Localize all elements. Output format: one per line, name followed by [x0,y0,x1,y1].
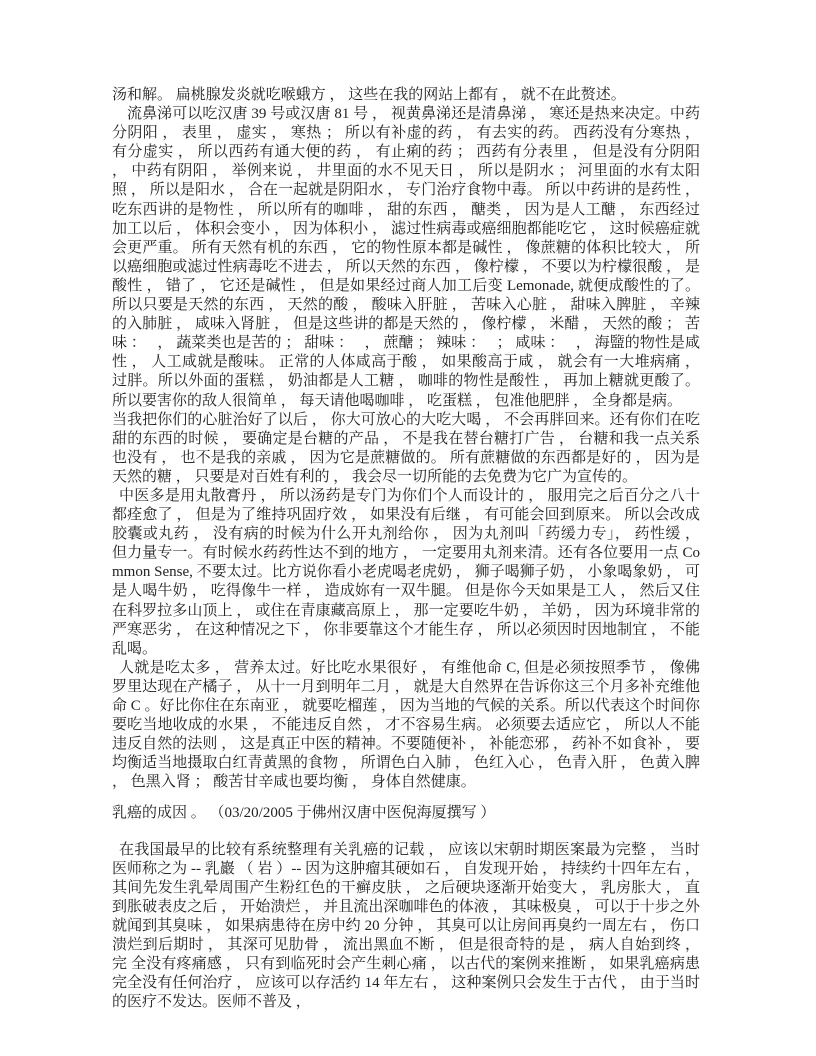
body-paragraph-heart-cured: 当我把你们的心脏治好了以后 ， 你大可放心的大吃大喝 ， 不会再胖回来。还有你们在吃甜的东西的时候 ， 要确定是台糖的产品 ， 不是我在替台糖打广告 ， 台糖和我一点关系也没有 ， 也不是我的亲戚 ， 因为它是蔗糖做的。 所有蔗糖做的东西都是好的 ， 因为是天然的糖 ， 只要是对百姓有利的 ， 我会尽一切所能的去免费为它广为宣传的。 [112,411,700,485]
body-paragraph-pills-common-sense: 中医多是用丸散膏丹 ， 所以汤药是专门为你们个人而设计的 ， 服用完之后百分之八十都痊愈了 ， 但是为了维持巩固疗效 ， 如果没有后继 ， 有可能会回到原来。 所以会改成胶囊或丸药 ， 没有病的时候为什么开丸剂给你 ， 因为丸剂叫「药缓力专」， 药性缓 ， 但力量专一。有时候水药药性达不到的地方 ， 一定要用丸剂来清。还有各位要用一点 Common Sense, 不要太过。比方说你看小老虎喝老虎奶 ， 狮子喝狮子奶 ， 小象喝象奶 ， 可是人喝牛奶 ， 吃得像牛一样 ， 造成妳有一双牛腿。 但是你今天如果是工人 ， 然后又住在科罗拉多山顶上 ， 或住在青康藏高原上 ， 那一定要吃牛奶 ， 羊奶 ， 因为环境非常的严寒恶劣 ， 在这种情况之下 ， 你非要靠这个才能生存 ， 所以必须因时因地制宜 ， 不能乱喝。 [112,487,704,657]
body-paragraph-song-dynasty-records: 在我国最早的比较有系统整理有关乳癌的记载 ， 应该以宋朝时期医案最为完整 ， 当时医师称之为 -- 乳巖 （ 岩 ）-- 因为这肿瘤其硬如石 ， 自发现开始 ， 持续约十四年左右 ， 其间先发生乳晕周围产生粉红色的干癣皮肤 ， 之后硬块逐渐开始变大 ， 乳房胀大 ， 直到胀破表皮之后 ， 开始溃烂 ， 并且流出深咖啡色的体液 ， 其味极臭 ， 可以于十步之外就闻到其臭味 ， 如果病患待在房中约 20 分钟 ， 其臭可以让房间再臭约一周左右 ， 伤口溃烂到后期时 ， 其深可见肋骨 ， 流出黑血不断 ， 但是很奇特的是 ， 病人自始到终 ， 完 全没有疼痛感 ， 只有到临死时会产生刺心痛 ， 以古代的案例来推断 ， 如果乳癌病患完全没有任何治疗 ， 应该可以存活约 14 年左右 ， 这种案例只会发生于古代 ， 由于当时的医疗不发达。医师不普及 ， [112,841,704,1011]
body-paragraph-continuation: 汤和解。 扁桃腺发炎就吃喉蛾方 ， 这些在我的网站上都有 ， 就不在此赘述。 [112,87,626,103]
body-paragraph-overeating-seasons: 人就是吃太多 ， 营养太过。好比吃水果很好 ， 有维他命 C, 但是必须按照季节 ， 像佛罗里达现在产橘子 ， 从十一月到明年二月 ， 就是大自然界在告诉你这三个月多补充维他命 C 。好比你住在东南亚 ， 就要吃榴莲 ， 因为当地的气候的关系。所以代表这个时间你要吃当地收成的水果 ， 不能违反自然 ， 才不容易生病。 必须要去适应它 ， 所以人不能违反自然的法则 ， 这是真正中医的精神。不要随便补 ， 补能恋邪 ， 药补不如食补 ， 要均衡适当地摄取白红青黄黑的食物 ， 所谓色白入肺 ， 色红入心 ， 色青入肝 ， 色黄入脾 ， 色黑入肾 ； 酸苦甘辛咸也要均衡 ， 身体自然健康。 [112,659,704,791]
section-heading-breast-cancer-causes: 乳癌的成因 。 （03/20/2005 于佛州汉唐中医倪海厦撰写 ） [112,805,496,822]
body-paragraph-runny-nose-herbs: 流鼻涕可以吃汉唐 39 号或汉唐 81 号 ， 视黄鼻涕还是清鼻涕 ， 寒还是热来决定。中药分阴阳 ， 表里 ， 虚实 ， 寒热 ； 所以有补虚的药 ， 有去实的药。 西药没有分寒热 ， 有分虚实 ， 所以西药有通大便的药 ， 有止痢的药 ； 西药有分表里 ， 但是没有分阴阳 ， 中药有阴阳 ， 举例来说 ， 井里面的水不见天日 ， 所以是阴水 ； 河里面的水有太阳照 ， 所以是阳水 ， 合在一起就是阴阳水 ， 专门治疗食物中毒。 所以中药讲的是药性 ， 吃东西讲的是物性 ， 所以所有的咖啡 ， 甜的东西 ， 醣类 ， 因为是人工醣 ， 东西经过加工以后 ， 体积会变小 ， 因为体积小 ， 滤过性病毒或癌细胞都能吃它 ， 这时候癌症就会更严重。 所有天然有机的东西 ， 它的物性原本都是碱性 ， 像蔗糖的体积比较大 ， 所以癌细胞或滤过性病毒吃不进去 ， 所以天然的东西 ， 像柠檬 ， 不要以为柠檬很酸 ， 是酸性 ， 错了 ， 它还是碱性 ， 但是如果经过商人加工后变 Lemonade, 就便成酸性的了。 所以只要是天然的东西 ， 天然的酸 ， 酸味入肝脏 ， 苦味入心脏 ， 甜味入脾脏 ， 辛辣的入肺脏 ， 咸味入肾脏 ， 但是这些讲的都是天然的 ， 像柠檬 ， 米醋 ， 天然的酸 ； 苦味 ： ， 蔬菜类也是苦的 ； 甜味 ： ， 蔗醣 ； 辣味 ： ； 咸味 ： ， 海盬的物性是咸性 ， 人工咸就是酸味。 正常的人体咸高于酸 ， 如果酸高于咸 ， 就会有一大堆病痛 ， 过胖。所以外面的蛋糕 ， 奶油都是人工糖 ， 咖啡的物性是酸性 ， 再加上糖就更酸了。所以要害你的敌人很简单 ， 每天请他喝咖啡 ， 吃蛋糕 ， 包准他肥胖 ， 全身都是病。 [112,106,704,409]
document-text-block [112,86,704,1012]
